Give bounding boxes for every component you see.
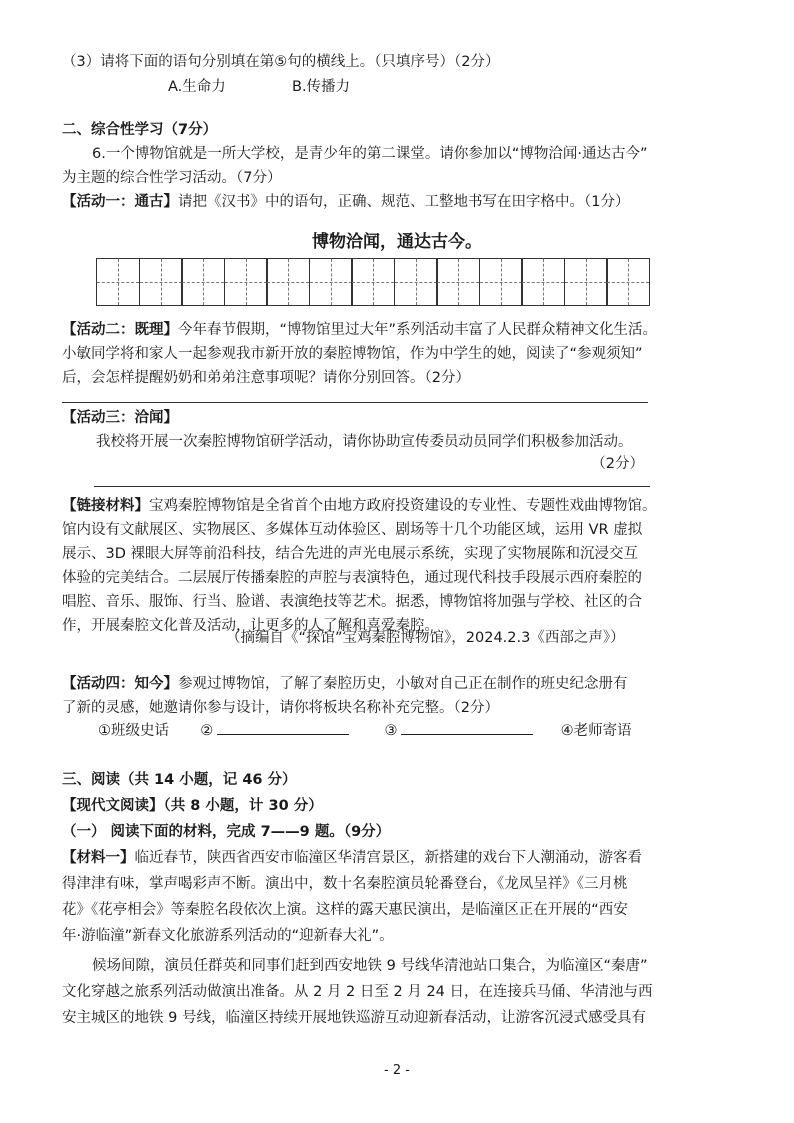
section3-heading: 三、阅读（共 14 小题，记 46 分）: [62, 772, 297, 788]
activity3-score: （2分）: [591, 456, 644, 472]
material1-p2-line3: 安主城区的地铁 9 号线，临潼区持续开展地铁巡游互动迎新春活动，让游客沉浸式感受具有: [62, 1010, 646, 1026]
material1-p2-line2: 文化穿越之旅系列活动做演出准备。从 2 月 2 日至 2 月 24 日，在连接兵马俑、华清池与西: [62, 984, 653, 1000]
activity1-phrase: 博物洽闻，通达古今。: [312, 232, 482, 252]
grid-cell[interactable]: [564, 258, 608, 306]
link-source: （摘编自《“探馆”宝鸡秦腔博物馆》，2024.2.3《西部之声》）: [226, 630, 625, 646]
link-line6: 作，开展秦腔文化普及活动，让更多的人了解和喜爱秦腔。: [62, 618, 439, 634]
item-3-blank[interactable]: [401, 718, 533, 735]
q3-prompt: （3）请将下面的语句分别填在第⑤句的横线上。（只填序号）（2分）: [62, 54, 500, 70]
q6-line2: 为主题的综合性学习活动。（7分）: [62, 170, 282, 186]
activity4-line1: [62, 672, 628, 697]
activity2-line1: [62, 318, 657, 343]
link-label: 【链接材料】: [62, 498, 149, 514]
material1-line3: 花》《花亭相会》等秦腔名段依次上演。这样的露天惠民演出，是临潼区正在开展的“西安: [62, 902, 628, 918]
grid-cell[interactable]: [309, 258, 353, 306]
q3-option-a: A.生命力: [168, 79, 226, 95]
link-text1: 宝鸡秦腔博物馆是全省首个由地方政府投资建设的专业性、专题性戏曲博物馆。: [149, 498, 657, 514]
grid-cell[interactable]: [479, 258, 523, 306]
grid-cell[interactable]: [436, 258, 480, 306]
link-line4: 体验的完美结合。二层展厅传播秦腔的声腔与表演特色，通过现代科技手段展示西府秦腔的: [62, 570, 642, 586]
grid-cell[interactable]: [139, 258, 183, 306]
link-line1: [62, 494, 657, 519]
grid-cell[interactable]: [521, 258, 565, 306]
part1-heading: （一） 阅读下面的材料，完成 7——9 题。（9分）: [62, 824, 391, 840]
grid-cell[interactable]: [181, 258, 225, 306]
activity1-line: [62, 190, 629, 215]
activity4-line2: 了新的灵感，她邀请你参与设计，请你将板块名称补充完整。（2分）: [62, 700, 499, 716]
activity1-text: 请把《汉书》中的语句，正确、规范、工整地书写在田字格中。（1分）: [178, 194, 630, 210]
link-line5: 唱腔、音乐、服饰、行当、脸谱、表演绝技等艺术。据悉，博物馆将加强与学校、社区的合: [62, 594, 642, 610]
item-1: ①班级史话: [98, 723, 169, 739]
material1-p2-line1: 候场间隙，演员任群英和同事们赶到西安地铁 9 号线华清池站口集合，为临潼区“秦唐”: [92, 958, 648, 974]
section3-subheading: 【现代文阅读】（共 8 小题，计 30 分）: [62, 798, 323, 814]
grid-cell[interactable]: [351, 258, 395, 306]
activity4-label: 【活动四：知今】: [62, 676, 178, 692]
activity2-label: 【活动二：既理】: [62, 322, 178, 338]
activity4-items: [98, 718, 632, 744]
item-4: ④老师寄语: [560, 723, 632, 739]
page-number: - 2 -: [384, 1063, 410, 1078]
activity2-text1: 今年春节假期，“博物馆里过大年”系列活动丰富了人民群众精神文化生活。: [178, 322, 658, 338]
grid-cell[interactable]: [224, 258, 268, 306]
section2-heading: 二、综合性学习（7分）: [62, 122, 218, 138]
grid-cell[interactable]: [394, 258, 438, 306]
material1-text1: 临近春节，陕西省西安市临潼区华清宫景区，新搭建的戏台下人潮涌动，游客看: [134, 850, 642, 866]
item-2-label: ②: [200, 723, 214, 739]
activity2-line2: 小敏同学将和家人一起参观我市新开放的秦腔博物馆，作为中学生的她，阅读了“参观须知”: [62, 346, 643, 362]
q3-option-b: B.传播力: [292, 79, 351, 95]
item-2-blank[interactable]: [217, 718, 349, 735]
activity1-label: 【活动一：通古】: [62, 194, 178, 210]
q6-line1: 6.一个博物馆就是一所大学校，是青少年的第二课堂。请你参加以“博物洽闻·通达古今”: [92, 146, 648, 162]
material1-label: 【材料一】: [62, 850, 135, 866]
link-line2: 馆内设有文献展区、实物展区、多媒体互动体验区、剧场等十几个功能区域，运用 VR 虚拟: [62, 522, 643, 538]
activity4-text1: 参观过博物馆，了解了秦腔历史，小敏对自己正在制作的班史纪念册有: [178, 676, 628, 692]
material1-line1: [62, 846, 642, 871]
answer-line[interactable]: [62, 402, 648, 403]
grid-cell[interactable]: [606, 258, 650, 306]
grid-cell[interactable]: [266, 258, 310, 306]
item-3-label: ③: [384, 723, 398, 739]
activity3-line1: 我校将开展一次秦腔博物馆研学活动，请你协助宣传委员动员同学们积极参加活动。: [96, 434, 633, 450]
activity2-line3: 后，会怎样提醒奶奶和弟弟注意事项呢？请你分别回答。（2分）: [62, 370, 470, 386]
grid-cell[interactable]: [96, 258, 140, 306]
activity3-label: 【活动三：洽闻】: [62, 410, 178, 426]
tianzige-grid[interactable]: [96, 258, 649, 306]
material1-line4: 年·游临潼”新春文化旅游系列活动的“迎新春大礼”。: [62, 928, 394, 944]
material1-line2: 得津津有味，掌声喝彩声不断。演出中，数十名秦腔演员轮番登台，《龙凤呈祥》《三月桃: [62, 876, 628, 892]
link-line3: 展示、3D 裸眼大屏等前沿科技，结合先进的声光电展示系统，实现了实物展陈和沉浸交互: [62, 546, 638, 562]
answer-line[interactable]: [94, 486, 650, 487]
